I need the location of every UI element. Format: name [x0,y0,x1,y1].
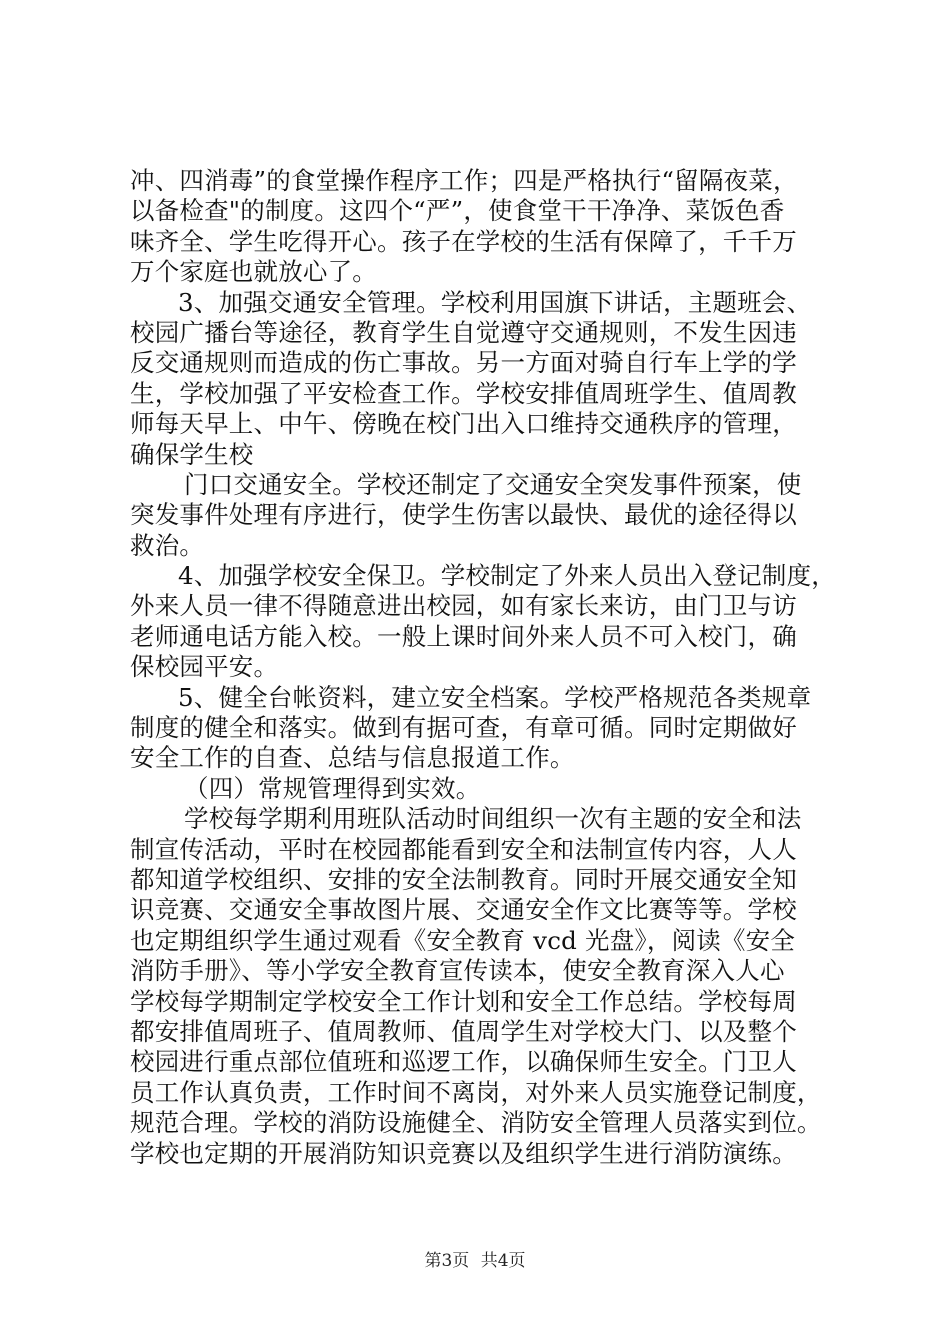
text-line: 生，学校加强了平安检查工作。学校安排值周班学生、值周教 [130,378,797,408]
text-line: 5、健全台帐资料，建立安全档案。学校严格规范各类规章 [178,682,812,712]
text-line: 制度的健全和落实。做到有据可查，有章可循。同时定期做好 [130,713,797,743]
text-line: 门口交通安全。学校还制定了交通安全突发事件预案，使 [184,469,802,499]
page-number: 第3页 [424,1251,470,1271]
text-line: 救治。 [130,530,205,560]
text-line: 员工作认真负责，工作时间不离岗，对外来人员实施登记制度， [130,1077,822,1107]
text-line: 反交通规则而造成的伤亡事故。另一方面对骑自行车上学的学 [130,348,797,378]
text-line: 学校也定期的开展消防知识竞赛以及组织学生进行消防演练。 [130,1138,797,1168]
page-total: 共4页 [480,1251,526,1271]
text-line: 校园进行重点部位值班和巡逻工作，以确保师生安全。门卫人 [130,1047,797,1077]
text-line: 消防手册》、等小学安全教育宣传读本，使安全教育深入人心 [130,956,785,986]
text-line: 学校每学期制定学校安全工作计划和安全工作总结。学校每周 [130,986,797,1016]
text-line: 校园广播台等途径，教育学生自觉遵守交通规则，不发生因违 [130,317,797,347]
text-line: 规范合理。学校的消防设施健全、消防安全管理人员落实到位。 [130,1108,822,1138]
text-line: 确保学生校 [130,439,254,469]
page-footer [0,1246,950,1271]
text-line: 老师通电话方能入校。一般上课时间外来人员不可入校门，确 [130,621,797,651]
text-line: 3、加强交通安全管理。学校利用国旗下讲话，主题班会、 [178,287,812,317]
text-line: 4、加强学校安全保卫。学校制定了外来人员出入登记制度， [178,561,836,591]
text-line: 外来人员一律不得随意进出校园，如有家长来访，由门卫与访 [130,591,797,621]
text-line: 都知道学校组织、安排的安全法制教育。同时开展交通安全知 [130,864,797,894]
text-line: 也定期组织学生通过观看《安全教育 vcd 光盘》，阅读《安全 [130,925,796,955]
text-line: 保校园平安。 [130,652,279,682]
text-line: 学校每学期利用班队活动时间组织一次有主题的安全和法 [184,804,802,834]
text-line: 突发事件处理有序进行，使学生伤害以最快、最优的途径得以 [130,500,797,530]
text-line: 都安排值周班子、值周教师、值周学生对学校大门、以及整个 [130,1016,797,1046]
text-line: 识竞赛、交通安全事故图片展、交通安全作文比赛等等。学校 [130,895,797,925]
text-line: 以备检查"的制度。这四个“严”，使食堂干干净净、菜饭色香 [130,196,785,226]
text-line: 万个家庭也就放心了。 [130,257,377,287]
text-line: 味齐全、学生吃得开心。孩子在学校的生活有保障了，千千万 [130,226,797,256]
text-line: 制宣传活动，平时在校园都能看到安全和法制宣传内容，人人 [130,834,797,864]
text-line: 冲、四消毒”的食堂操作程序工作；四是严格执行“留隔夜菜， [130,166,798,195]
text-line: 师每天早上、中午、傍晚在校门出入口维持交通秩序的管理， [130,409,797,439]
section-heading: （四）常规管理得到实效。 [184,773,481,803]
text-line: 安全工作的自查、总结与信息报道工作。 [130,743,575,773]
body-text [130,166,836,1169]
